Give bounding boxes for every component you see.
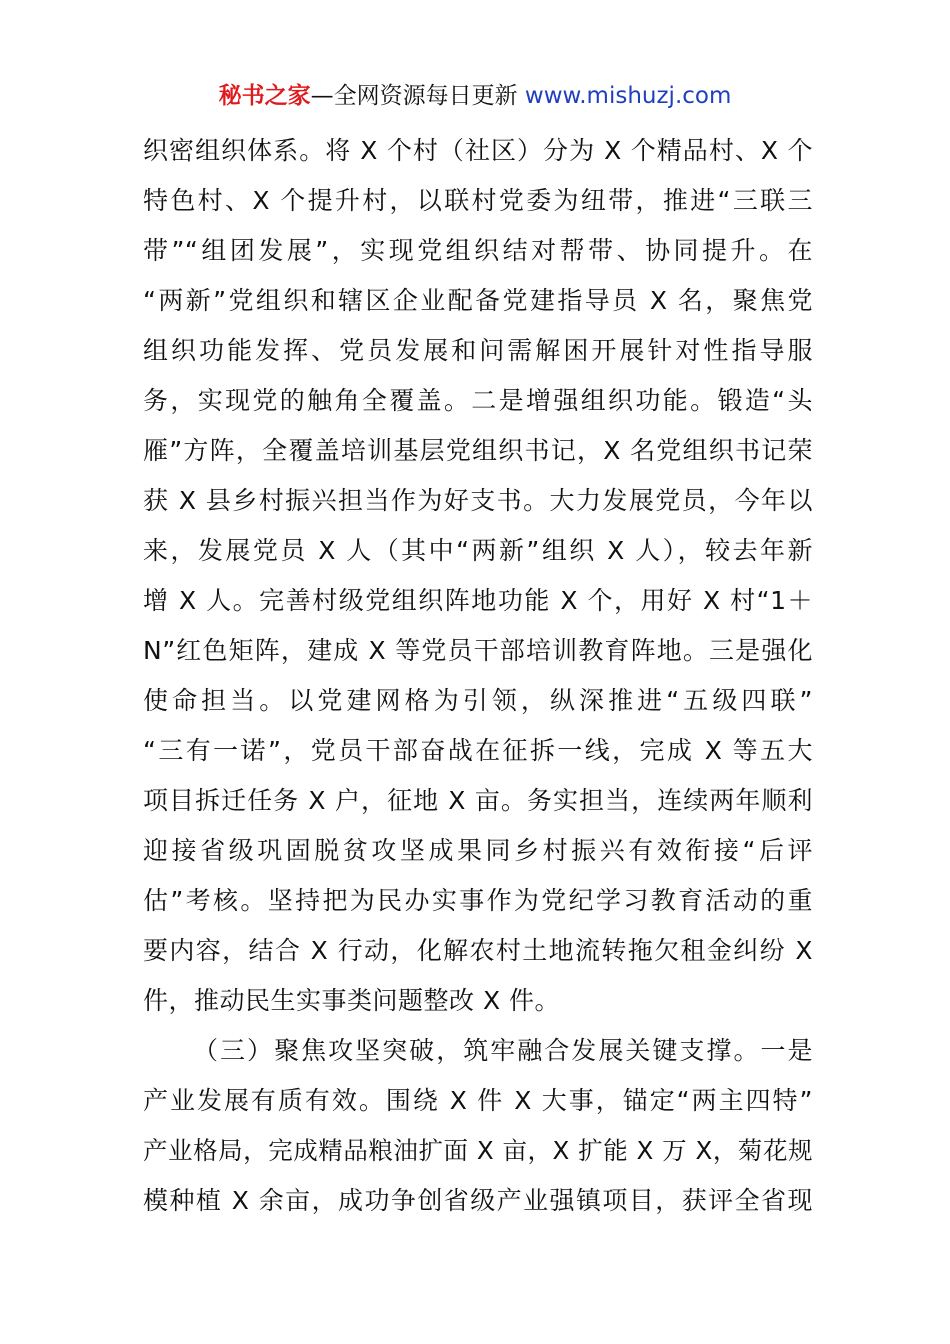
site-tagline: —全网资源每日更新 [310,83,525,109]
text-line: 来，发展党员 X 人（其中“两新”组织 X 人），较去年新 [143,536,813,565]
text-line: 项目拆迁任务 X 户，征地 X 亩。务实担当，连续两年顺利 [143,786,813,815]
text-line: 增 X 人。完善村级党组织阵地功能 X 个，用好 X 村“1＋ [143,586,813,615]
text-line: 模种植 X 余亩，成功争创省级产业强镇项目，获评全省现 [143,1186,813,1215]
text-line: 要内容，结合 X 行动，化解农村土地流转拖欠租金纠纷 X [143,936,813,965]
text-line: “三有一诺”，党员干部奋战在征拆一线，完成 X 等五大 [143,736,813,765]
document-body [143,126,813,1226]
text-line: 特色村、X 个提升村，以联村党委为纽带，推进“三联三 [143,186,813,215]
text-line: 件，推动民生实事类问题整改 X 件。 [143,986,561,1015]
text-line: 产业格局，完成精品粮油扩面 X 亩，X 扩能 X 万 X，菊花规 [143,1136,813,1165]
text-line: 组织功能发挥、党员发展和问需解困开展针对性指导服 [143,336,813,365]
text-line: 迎接省级巩固脱贫攻坚成果同乡村振兴有效衔接“后评 [143,836,813,865]
text-line: “两新”党组织和辖区企业配备党建指导员 X 名，聚焦党 [143,286,813,315]
site-header [0,80,950,112]
site-url-link[interactable]: www.mishuzj.com [524,83,732,109]
site-brand: 秘书之家 [218,83,311,109]
section-heading-line: （三）聚焦攻坚突破，筑牢融合发展关键支撑。一是 [193,1036,813,1065]
text-line: 使命担当。以党建网格为引领，纵深推进“五级四联” [143,686,813,715]
text-line: 产业发展有质有效。围绕 X 件 X 大事，锚定“两主四特” [143,1086,813,1115]
text-line: 带”“组团发展”，实现党组织结对帮带、协同提升。在 [143,236,813,265]
text-line: 获 X 县乡村振兴担当作为好支书。大力发展党员，今年以 [143,486,813,515]
text-line: 雁”方阵，全覆盖培训基层党组织书记，X 名党组织书记荣 [143,436,813,465]
text-line: 织密组织体系。将 X 个村（社区）分为 X 个精品村、X 个 [143,136,813,165]
text-line: N”红色矩阵，建成 X 等党员干部培训教育阵地。三是强化 [143,636,813,665]
text-line: 务，实现党的触角全覆盖。二是增强组织功能。锻造“头 [143,386,813,415]
text-line: 估”考核。坚持把为民办实事作为党纪学习教育活动的重 [143,886,813,915]
